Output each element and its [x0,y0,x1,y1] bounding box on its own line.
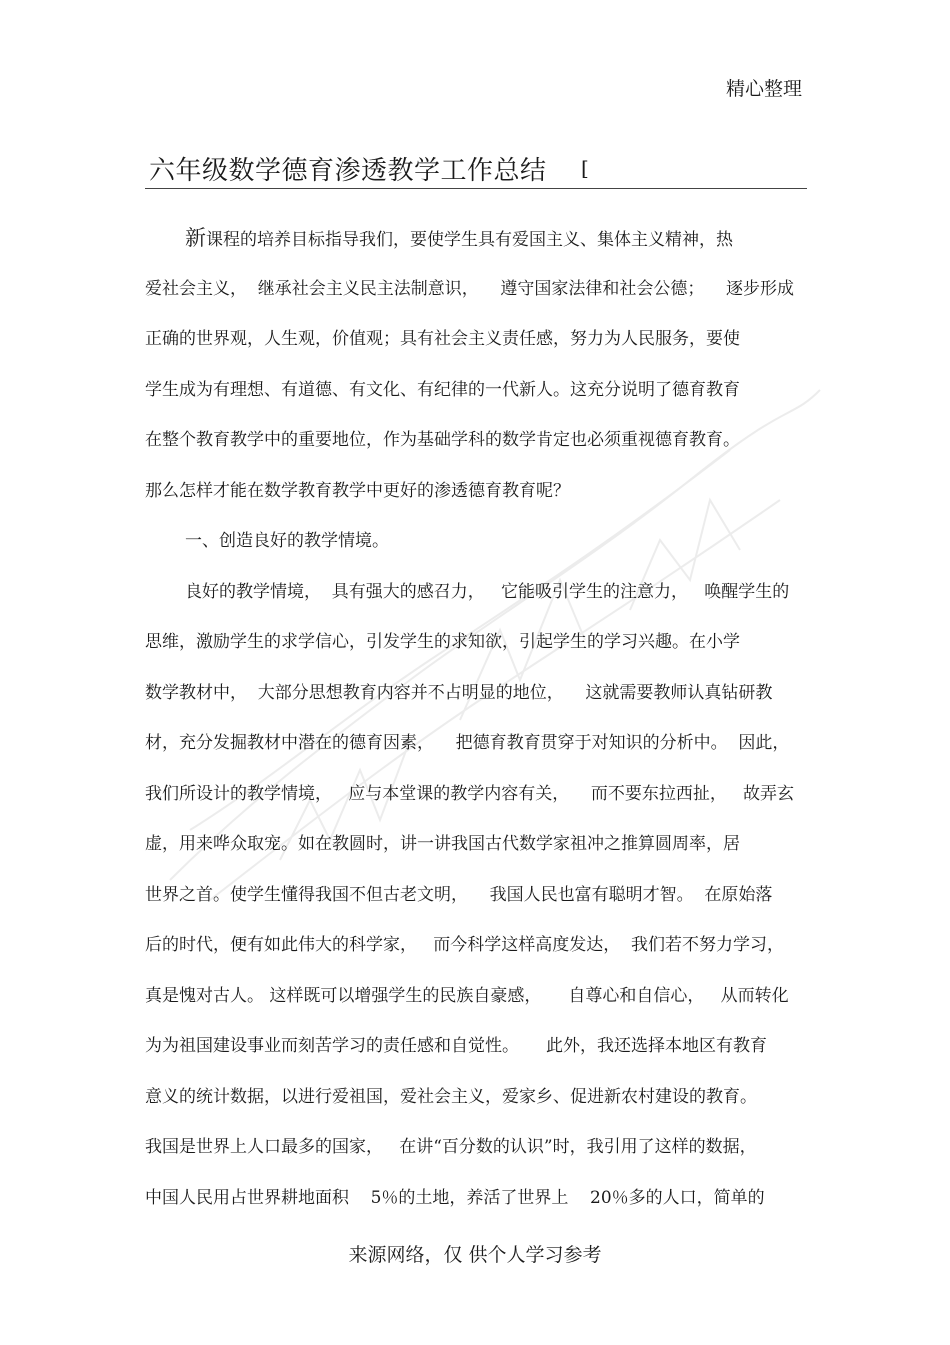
header-note: 精心整理 [725,78,802,100]
text-line-content: 我国是世界上人口最多的国家， 在讲“百分数的认识”时，我引用了这样的数据， [145,1137,757,1157]
text-line-content: 材，充分发掘教材中潜在的德育因素， 把德育教育贯穿于对知识的分析中。 因此， [145,733,790,753]
text-line-content: 课程的培养目标指导我们，要使学生具有爱国主义、集体主义精神，热 [206,230,733,250]
text-line-content: 学生成为有理想、有道德、有文化、有纪律的一代新人。这充分说明了德育教育 [145,379,740,400]
text-line [145,271,807,322]
page-title: 六年级数学德育渗透教学工作总结 [149,156,547,186]
text-line-content: 真是愧对古人。 这样既可以增强学生的民族自豪感， 自尊心和自信心， 从而转化 [145,985,789,1006]
text-line-content: 为为祖国建设事业而刻苦学习的责任感和自觉性。 此外，我还选择本地区有教育 [145,1036,768,1056]
text-line [145,826,807,877]
text-line-content: 思维，激励学生的求学信心，引发学生的求知欲，引起学生的学习兴趣。在小学 [145,632,740,652]
text-line [145,978,807,1029]
title-bracket: [ [581,156,589,180]
text-line [145,372,807,423]
text-line-content: 爱社会主义， 继承社会主义民主法制意识， 遵守国家法律和社会公德； 逐步形成 [145,278,795,299]
text-line [145,1028,807,1079]
footer-note: 来源网络，仅 供个人学习参考 [348,1244,602,1266]
text-line [145,574,807,625]
text-line [145,422,807,473]
text-line [145,1180,807,1231]
text-first-char: 新 [185,226,206,250]
text-line-content: 中国人民用占世界耕地面积 5％的土地，养活了世界上 20％多的人口，简单的 [145,1187,765,1208]
text-line-content: 虚，用来哗众取宠。如在教圆时，讲一讲我国古代数学家祖冲之推算圆周率，居 [145,834,740,854]
text-line-content: 良好的教学情境， 具有强大的感召力， 它能吸引学生的注意力， 唤醒学生的 [185,581,790,602]
text-line-content: 那么怎样才能在数学教育教学中更好的渗透德育教育呢？ [145,480,570,501]
text-line [145,321,807,372]
title-block [145,146,807,189]
text-line-content: 数学教材中， 大部分思想教育内容并不占明显的地位， 这就需要教师认真钻研教 [145,682,773,703]
text-line-content: 世界之首。使学生懂得我国不但古老文明， 我国人民也富有聪明才智。 在原始落 [145,884,773,905]
text-line [145,776,807,827]
text-line [145,1129,807,1180]
text-line-content: 正确的世界观，人生观，价值观；具有社会主义责任感，努力为人民服务，要使 [145,329,740,349]
text-line [145,725,807,776]
text-line [145,927,807,978]
text-line-content: 后的时代，便有如此伟大的科学家， 而今科学这样高度发达， 我们若不努力学习， [145,935,785,955]
text-line [145,624,807,675]
text-line [145,473,807,524]
text-line [145,523,807,574]
text-line-content: 意义的统计数据，以进行爱祖国，爱社会主义，爱家乡、促进新农村建设的教育。 [145,1086,757,1107]
text-line-content: 我们所设计的教学情境， 应与本堂课的教学内容有关， 而不要东拉西扯， 故弄玄 [145,783,795,804]
text-line-content: 一、创造良好的教学情境。 [185,531,389,551]
text-line [145,877,807,928]
text-line [145,220,807,271]
document-body [145,220,807,1230]
text-line [145,1079,807,1130]
text-line-content: 在整个教育教学中的重要地位，作为基础学科的数学肯定也必须重视德育教育。 [145,430,740,450]
text-line [145,675,807,726]
